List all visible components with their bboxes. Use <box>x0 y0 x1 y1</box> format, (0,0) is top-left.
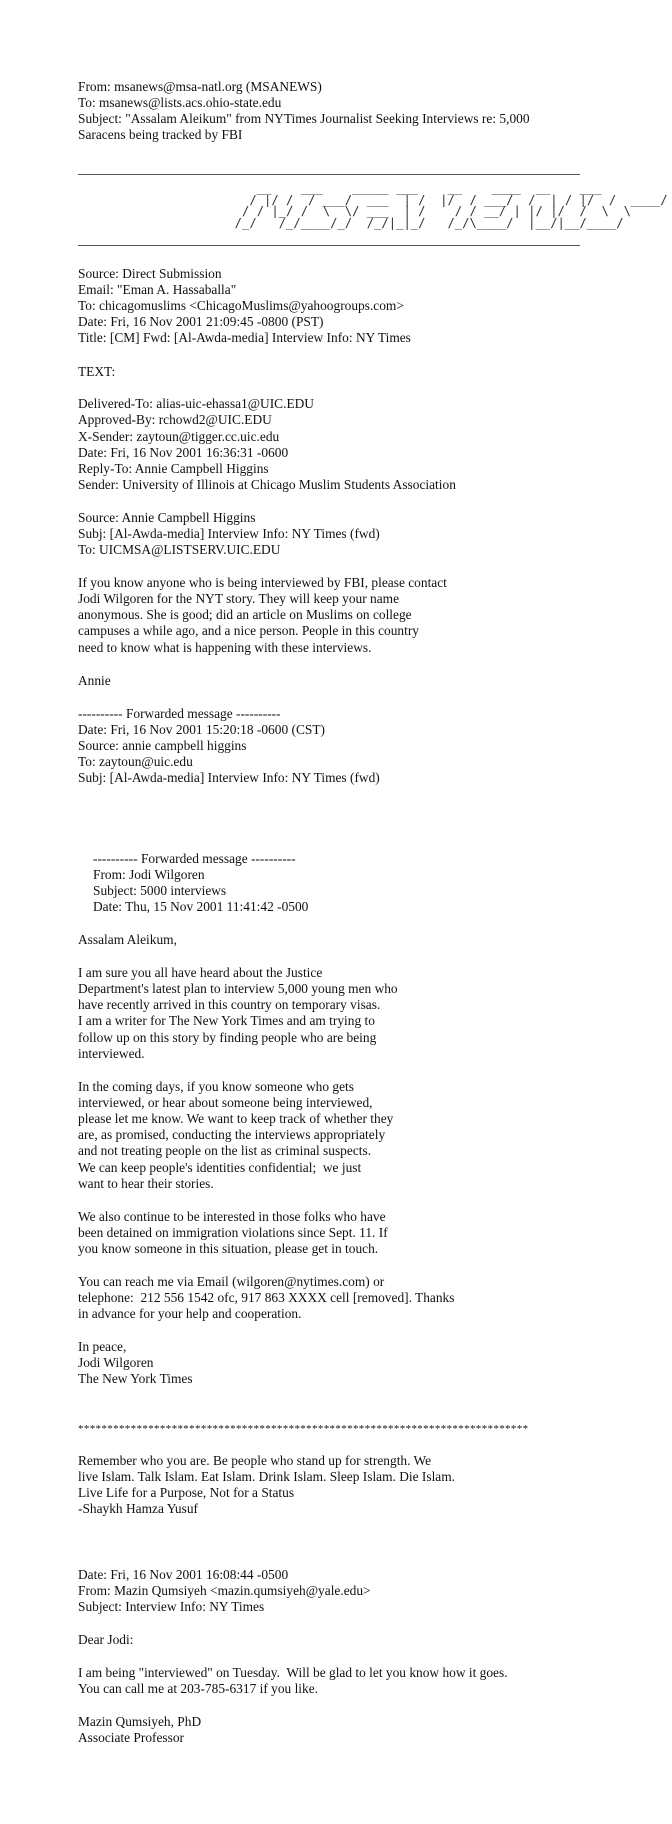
jodi-paragraph-2-line: are, as promised, conducting the interviews appropriately <box>78 1127 386 1142</box>
annie-message-line: If you know anyone who is being interviewed by FBI, please contact <box>78 575 447 590</box>
mazin-greeting: Dear Jodi: <box>78 1632 134 1647</box>
jodi-paragraph-2-line: please let me know. We want to keep track of whether they <box>78 1111 394 1126</box>
jodi-paragraph-1-line: Department's latest plan to interview 5,000 young men who <box>78 981 398 996</box>
annie-to-line: To: UICMSA@LISTSERV.UIC.EDU <box>78 542 281 557</box>
quote-line: live Islam. Talk Islam. Eat Islam. Drink Islam. Sleep Islam. Die Islam. <box>78 1469 456 1484</box>
forward-marker-1: ---------- Forwarded message ---------- <box>78 706 281 721</box>
jodi-paragraph-1-line: have recently arrived in this country on temporary visas. <box>78 997 381 1012</box>
ascii-logo-banner: __ ___ _____ ___ __ ____ __ ___ / |/ / / ___/ ___ | / |/ / ___/ / | / |/ / ____/ / / |_/ / \ \/ ___ | / / / __/ | |/ |/ / \ \ /_/ /_/____/_/ /_/|_|_/ /_/\____/ |__/|__/____/ <box>234 181 668 230</box>
star-separator: ***************************************************************************** <box>78 1423 529 1435</box>
annie-signoff: Annie <box>78 673 111 688</box>
top-rule <box>78 174 580 175</box>
header-subject-line1: Subject: "Assalam Aleikum" from NYTimes Journalist Seeking Interviews re: 5,000 <box>78 111 530 126</box>
delivered-to-line: Delivered-To: alias-uic-ehassa1@UIC.EDU <box>78 396 314 411</box>
jodi-paragraph-4-line: You can reach me via Email (wilgoren@nytimes.com) or <box>78 1274 385 1289</box>
quote-line: Remember who you are. Be people who stand up for strength. We <box>78 1453 432 1468</box>
jodi-paragraph-2-line: want to hear their stories. <box>78 1176 214 1191</box>
jodi-paragraph-2-line: interviewed, or hear about someone being interviewed, <box>78 1095 373 1110</box>
annie-message-line: campuses a while ago, and a nice person. People in this country <box>78 623 419 638</box>
jodi-paragraph-1-line: interviewed. <box>78 1046 145 1061</box>
fwd1-to-line: To: zaytoun@uic.edu <box>78 754 193 769</box>
jodi-paragraph-4-line: telephone: 212 556 1542 ofc, 917 863 XXXX cell [removed]. Thanks <box>78 1290 455 1305</box>
jodi-paragraph-3-line: you know someone in this situation, please get in touch. <box>78 1241 379 1256</box>
jodi-paragraph-2-line: In the coming days, if you know someone who gets <box>78 1079 354 1094</box>
jodi-paragraph-1-line: follow up on this story by finding people who are being <box>78 1030 377 1045</box>
fwd1-source-line: Source: annie campbell higgins <box>78 738 247 753</box>
annie-message-line: anonymous. She is good; did an article on Muslims on college <box>78 607 412 622</box>
fwd1-subj-line: Subj: [Al-Awda-media] Interview Info: NY Times (fwd) <box>78 770 380 785</box>
header-from: From: msanews@msa-natl.org (MSANEWS) <box>78 79 322 94</box>
quote-attribution: -Shaykh Hamza Yusuf <box>78 1501 198 1516</box>
mazin-message-line: I am being "interviewed" on Tuesday. Will be glad to let you know how it goes. <box>78 1665 508 1680</box>
fwd1-date-line: Date: Fri, 16 Nov 2001 15:20:18 -0600 (CST) <box>78 722 325 737</box>
x-sender-line: X-Sender: zaytoun@tigger.cc.uic.edu <box>78 429 280 444</box>
forward-marker-2: ---------- Forwarded message ---------- <box>93 851 296 866</box>
sender-line: Sender: University of Illinois at Chicago Muslim Students Association <box>78 477 456 492</box>
jodi-paragraph-3-line: been detained on immigration violations since Sept. 11. If <box>78 1225 388 1240</box>
fwd2-from-line: From: Jodi Wilgoren <box>93 867 205 882</box>
mazin-message-line: You can call me at 203-785-6317 if you like. <box>78 1681 318 1696</box>
mazin-name: Mazin Qumsiyeh, PhD <box>78 1714 202 1729</box>
bottom-rule <box>78 245 580 246</box>
title-line: Title: [CM] Fwd: [Al-Awda-media] Interview Info: NY Times <box>78 330 411 345</box>
jodi-closing: In peace, <box>78 1339 127 1354</box>
jodi-greeting: Assalam Aleikum, <box>78 932 177 947</box>
jodi-name: Jodi Wilgoren <box>78 1355 154 1370</box>
mazin-from-line: From: Mazin Qumsiyeh <mazin.qumsiyeh@yale.edu> <box>78 1583 371 1598</box>
mazin-date-line: Date: Fri, 16 Nov 2001 16:08:44 -0500 <box>78 1567 289 1582</box>
fwd2-subject-line: Subject: 5000 interviews <box>93 883 227 898</box>
jodi-paragraph-4-line: in advance for your help and cooperation. <box>78 1306 302 1321</box>
text-label: TEXT: <box>78 364 116 379</box>
jodi-paragraph-1-line: I am sure you all have heard about the Justice <box>78 965 323 980</box>
quote-line: Live Life for a Purpose, Not for a Status <box>78 1485 295 1500</box>
jodi-org: The New York Times <box>78 1371 193 1386</box>
jodi-paragraph-2-line: and not treating people on the list as criminal suspects. <box>78 1143 372 1158</box>
header-subject-line2: Saracens being tracked by FBI <box>78 127 243 142</box>
header-to: To: msanews@lists.acs.ohio-state.edu <box>78 95 282 110</box>
delivery-date-line: Date: Fri, 16 Nov 2001 16:36:31 -0600 <box>78 445 289 460</box>
mazin-subject-line: Subject: Interview Info: NY Times <box>78 1599 265 1614</box>
jodi-paragraph-2-line: We can keep people's identities confidential; we just <box>78 1160 362 1175</box>
mazin-title: Associate Professor <box>78 1730 184 1745</box>
approved-by-line: Approved-By: rchowd2@UIC.EDU <box>78 412 272 427</box>
date-line: Date: Fri, 16 Nov 2001 21:09:45 -0800 (PST) <box>78 314 324 329</box>
email-line: Email: "Eman A. Hassaballa" <box>78 282 237 297</box>
annie-message-line: Jodi Wilgoren for the NYT story. They will keep your name <box>78 591 400 606</box>
source-line: Source: Direct Submission <box>78 266 222 281</box>
annie-subj-line: Subj: [Al-Awda-media] Interview Info: NY Times (fwd) <box>78 526 380 541</box>
annie-source-line: Source: Annie Campbell Higgins <box>78 510 256 525</box>
fwd2-date-line: Date: Thu, 15 Nov 2001 11:41:42 -0500 <box>93 899 309 914</box>
jodi-paragraph-1-line: I am a writer for The New York Times and am trying to <box>78 1013 375 1028</box>
jodi-paragraph-3-line: We also continue to be interested in those folks who have <box>78 1209 386 1224</box>
annie-message-line: need to know what is happening with these interviews. <box>78 640 372 655</box>
reply-to-line: Reply-To: Annie Campbell Higgins <box>78 461 269 476</box>
to-line: To: chicagomuslims <ChicagoMuslims@yahoogroups.com> <box>78 298 404 313</box>
